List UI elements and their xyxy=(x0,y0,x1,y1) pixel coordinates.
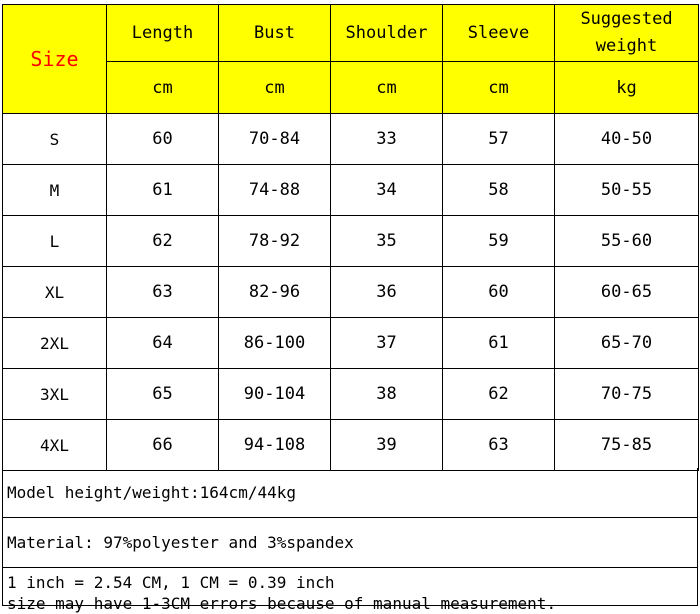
size-cell: 4XL xyxy=(3,420,107,471)
table-row xyxy=(3,369,699,420)
size-chart xyxy=(2,4,698,613)
shoulder-unit: cm xyxy=(331,62,443,114)
weight-cell: 55-60 xyxy=(555,216,699,267)
bust-unit: cm xyxy=(219,62,331,114)
length-cell: 63 xyxy=(107,267,219,318)
sleeve-unit: cm xyxy=(443,62,555,114)
weight-header-line2: weight xyxy=(595,36,658,56)
bust-cell: 78-92 xyxy=(219,216,331,267)
size-cell: L xyxy=(3,216,107,267)
shoulder-cell: 38 xyxy=(331,369,443,420)
sleeve-cell: 61 xyxy=(443,318,555,369)
weight-cell: 70-75 xyxy=(555,369,699,420)
length-cell: 60 xyxy=(107,114,219,165)
table-row xyxy=(3,267,699,318)
shoulder-cell: 35 xyxy=(331,216,443,267)
unit-row xyxy=(3,62,699,114)
length-cell: 64 xyxy=(107,318,219,369)
table-body xyxy=(3,114,699,471)
shoulder-cell: 33 xyxy=(331,114,443,165)
weight-header xyxy=(555,5,699,62)
conversion-note: 1 inch = 2.54 CM, 1 CM = 0.39 inch xyxy=(7,573,335,592)
shoulder-header: Shoulder xyxy=(331,5,443,62)
table-row xyxy=(3,165,699,216)
weight-cell: 65-70 xyxy=(555,318,699,369)
weight-cell: 40-50 xyxy=(555,114,699,165)
length-cell: 66 xyxy=(107,420,219,471)
table-row xyxy=(3,216,699,267)
notes xyxy=(2,468,698,613)
table-row xyxy=(3,420,699,471)
sleeve-cell: 60 xyxy=(443,267,555,318)
material-note: Material: 97%polyester and 3%spandex xyxy=(2,518,698,568)
sleeve-cell: 57 xyxy=(443,114,555,165)
shoulder-cell: 39 xyxy=(331,420,443,471)
shoulder-cell: 36 xyxy=(331,267,443,318)
bust-cell: 94-108 xyxy=(219,420,331,471)
length-cell: 65 xyxy=(107,369,219,420)
bust-cell: 86-100 xyxy=(219,318,331,369)
measurement-note xyxy=(2,568,698,613)
bust-cell: 90-104 xyxy=(219,369,331,420)
weight-cell: 75-85 xyxy=(555,420,699,471)
size-cell: S xyxy=(3,114,107,165)
length-header: Length xyxy=(107,5,219,62)
table-row xyxy=(3,318,699,369)
bust-cell: 82-96 xyxy=(219,267,331,318)
bust-cell: 70-84 xyxy=(219,114,331,165)
bust-header: Bust xyxy=(219,5,331,62)
size-cell: 3XL xyxy=(3,369,107,420)
length-unit: cm xyxy=(107,62,219,114)
weight-unit: kg xyxy=(555,62,699,114)
length-cell: 62 xyxy=(107,216,219,267)
error-note: size may have 1-3CM errors because of manual measurement. xyxy=(7,594,557,613)
size-table xyxy=(2,4,699,471)
weight-header-line1: Suggested xyxy=(580,9,673,29)
shoulder-cell: 37 xyxy=(331,318,443,369)
model-note: Model height/weight:164cm/44kg xyxy=(2,468,698,518)
header-row xyxy=(3,5,699,62)
weight-cell: 60-65 xyxy=(555,267,699,318)
sleeve-header: Sleeve xyxy=(443,5,555,62)
bust-cell: 74-88 xyxy=(219,165,331,216)
size-cell: 2XL xyxy=(3,318,107,369)
length-cell: 61 xyxy=(107,165,219,216)
sleeve-cell: 58 xyxy=(443,165,555,216)
sleeve-cell: 62 xyxy=(443,369,555,420)
sleeve-cell: 59 xyxy=(443,216,555,267)
size-header: Size xyxy=(3,5,107,114)
weight-cell: 50-55 xyxy=(555,165,699,216)
size-cell: XL xyxy=(3,267,107,318)
table-row xyxy=(3,114,699,165)
shoulder-cell: 34 xyxy=(331,165,443,216)
size-cell: M xyxy=(3,165,107,216)
sleeve-cell: 63 xyxy=(443,420,555,471)
